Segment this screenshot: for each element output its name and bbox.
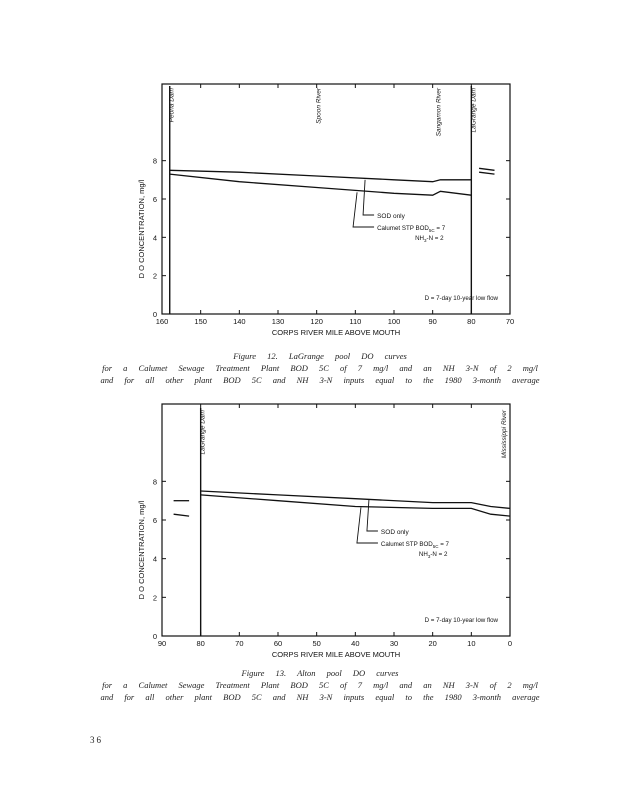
- y-tick-label: 0: [152, 632, 157, 641]
- x-tick-label: 60: [273, 639, 283, 648]
- x-tick-label: 50: [312, 639, 321, 648]
- annotation-calumet: Calumet STP $BOD_{5C} = 7$: [380, 541, 450, 549]
- y-tick-label: 4: [152, 554, 157, 564]
- y-axis-label: D O CONCENTRATION, mg/l: [137, 500, 146, 600]
- x-tick-label: 160: [155, 317, 169, 326]
- y-tick-label: 6: [152, 516, 157, 525]
- series-line-2: [479, 168, 494, 170]
- annotation-nh3: $NH_3-N = 2$: [418, 551, 448, 559]
- annotation-sod-only: SOD only: [380, 529, 409, 536]
- landmark-label: Sangamon River: [435, 88, 443, 137]
- leader-sod: [363, 180, 374, 215]
- y-tick-label: 8: [152, 477, 157, 487]
- landmark-label: Peoria Dam: [168, 88, 176, 123]
- landmark-label: LaGrange Dam: [470, 88, 478, 133]
- x-tick-label: 130: [271, 317, 285, 326]
- x-tick-label: 0: [507, 639, 513, 648]
- landmark-label: Spoon River: [315, 88, 323, 124]
- y-tick-label: 4: [152, 233, 157, 243]
- x-tick-label: 80: [467, 317, 476, 326]
- x-axis-label: CORPS RIVER MILE ABOVE MOUTH: [271, 328, 401, 337]
- figure-12-caption-line2: for a Calumet Sewage Treatment Plant BOD 5C of 7 mg/l and an NH 3-N of 2 mg/l: [102, 363, 538, 373]
- figure-13-caption-title: Figure 13. Alton pool DO curves: [241, 668, 399, 678]
- x-tick-label: 90: [428, 317, 437, 326]
- x-tick-label: 80: [196, 639, 205, 648]
- x-tick-label: 110: [349, 317, 362, 326]
- y-tick-label: 2: [152, 593, 157, 603]
- series-line-0: [201, 491, 510, 508]
- landmark-label: Mississippi River: [501, 410, 508, 459]
- x-tick-label: 120: [310, 317, 323, 326]
- y-tick-label: 2: [152, 271, 157, 281]
- figure-12-plot: [137, 84, 514, 337]
- series-line-3: [174, 514, 190, 516]
- x-tick-label: 70: [235, 639, 244, 648]
- figure-13-caption: [60, 667, 580, 703]
- figure-12-caption-title: Figure 12. LaGrange pool DO curves: [233, 351, 407, 361]
- series-line-1: [170, 174, 472, 195]
- x-axis-label: CORPS RIVER MILE ABOVE MOUTH: [271, 650, 401, 659]
- low-flow-note: D = 7-day 10-year low flow: [424, 617, 498, 624]
- x-tick-label: 30: [389, 639, 399, 648]
- leader-sod: [367, 500, 378, 531]
- series-line-0: [170, 170, 472, 181]
- x-tick-label: 140: [233, 317, 246, 326]
- x-tick-label: 150: [194, 317, 207, 326]
- x-tick-label: 100: [387, 317, 401, 326]
- x-tick-label: 20: [428, 639, 437, 648]
- y-tick-label: 6: [152, 195, 157, 204]
- figure-13-caption-line3: and for all other plant BOD 5C and NH 3-N inputs equal to the 1980 3-month average: [100, 692, 540, 702]
- low-flow-note: D = 7-day 10-year low flow: [424, 295, 498, 302]
- series-line-3: [479, 172, 494, 174]
- x-tick-label: 10: [467, 639, 476, 648]
- figure-13-caption-line2: for a Calumet Sewage Treatment Plant BOD 5C of 7 mg/l and an NH 3-N of 2 mg/l: [102, 680, 538, 690]
- y-axis-label: D O CONCENTRATION, mg/l: [137, 179, 146, 279]
- landmark-label: LaGrange Dam: [199, 410, 207, 455]
- annotation-calumet: Calumet STP $BOD_{5C} = 7$: [377, 225, 446, 233]
- y-tick-label: 8: [152, 156, 157, 166]
- annotation-nh3: $NH_3-N = 2$: [415, 235, 444, 243]
- x-tick-label: 90: [157, 639, 167, 648]
- figure-12-caption: [60, 350, 580, 386]
- figure-12-caption-line3: and for all other plant BOD 5C and NH 3-N inputs equal to the 1980 3-month average: [100, 375, 540, 385]
- x-tick-label: 70: [505, 317, 515, 326]
- figure-13-plot: [137, 404, 512, 659]
- y-tick-label: 0: [152, 310, 157, 319]
- annotation-sod-only: SOD only: [377, 213, 405, 220]
- plot-frame: [162, 404, 510, 636]
- plot-frame: [162, 84, 510, 314]
- page-number: 36: [90, 735, 103, 745]
- x-tick-label: 40: [351, 639, 360, 648]
